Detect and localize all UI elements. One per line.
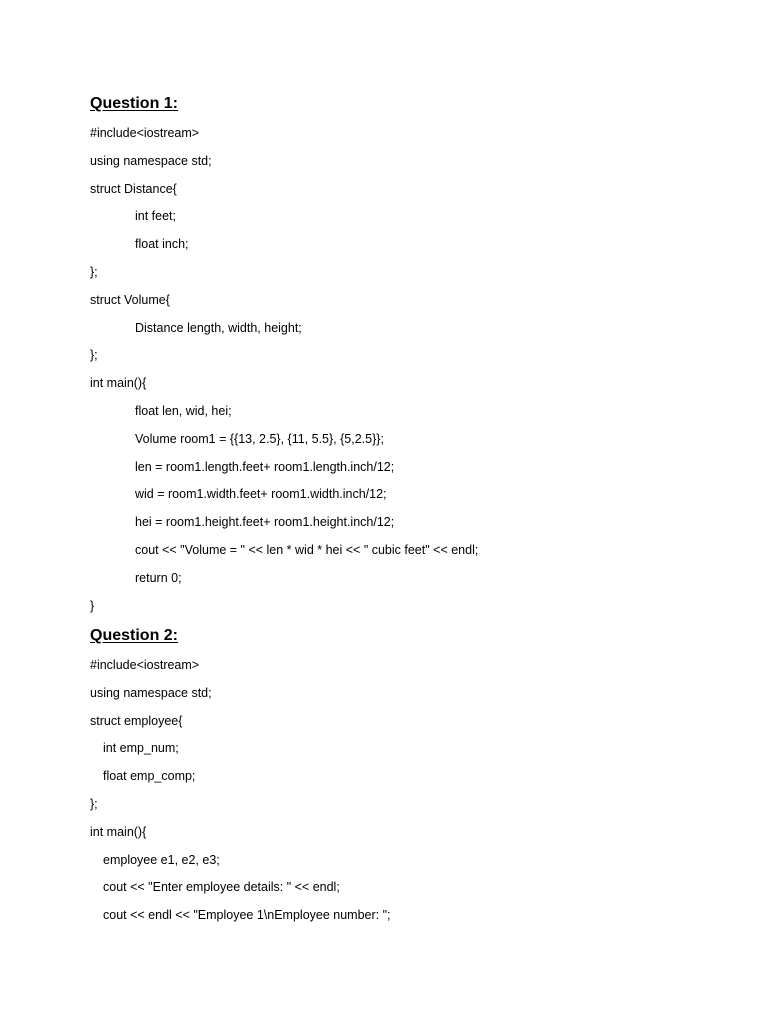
code-line: using namespace std; [90, 153, 212, 168]
code-line: Distance length, width, height; [135, 320, 302, 335]
code-line: struct Volume{ [90, 292, 170, 307]
question-1-heading: Question 1: [90, 95, 179, 112]
code-line: len = room1.length.feet+ room1.length.inch/12; [135, 459, 395, 474]
code-line: #include<iostream> [90, 126, 200, 140]
code-line: int feet; [135, 209, 176, 224]
code-line: }; [90, 264, 98, 279]
code-line: wid = room1.width.feet+ room1.width.inch/12; [135, 487, 387, 502]
code-line: cout << "Volume = " << len * wid * hei << " cubic feet" << endl; [135, 542, 479, 557]
code-line: return 0; [135, 570, 182, 585]
code-line: hei = room1.height.feet+ room1.height.inch/12; [135, 515, 395, 530]
code-line: struct Distance{ [90, 181, 177, 196]
code-line: } [90, 598, 95, 613]
code-line: int emp_num; [103, 741, 179, 756]
code-line: #include<iostream> [90, 658, 200, 672]
code-line: using namespace std; [90, 685, 212, 700]
code-line: float emp_comp; [103, 769, 196, 784]
code-line: float len, wid, hei; [135, 403, 232, 418]
code-line: float inch; [135, 237, 189, 252]
code-line: int main(){ [90, 376, 147, 391]
question-1-section [90, 92, 730, 620]
code-line: int main(){ [90, 824, 147, 839]
question-2-heading: Question 2: [90, 627, 179, 644]
code-line: cout << "Enter employee details: " << endl; [103, 880, 340, 895]
code-line: }; [90, 796, 98, 811]
code-line: }; [90, 348, 98, 363]
question-2-code [90, 652, 730, 930]
code-line: Volume room1 = {{13, 2.5}, {11, 5.5}, {5,2.5}}; [135, 431, 384, 446]
code-line: cout << endl << "Employee 1\nEmployee number: "; [103, 908, 391, 923]
code-line: employee e1, e2, e3; [103, 852, 220, 867]
code-line: struct employee{ [90, 713, 183, 728]
question-1-code [90, 120, 730, 620]
question-2-section [90, 624, 730, 930]
